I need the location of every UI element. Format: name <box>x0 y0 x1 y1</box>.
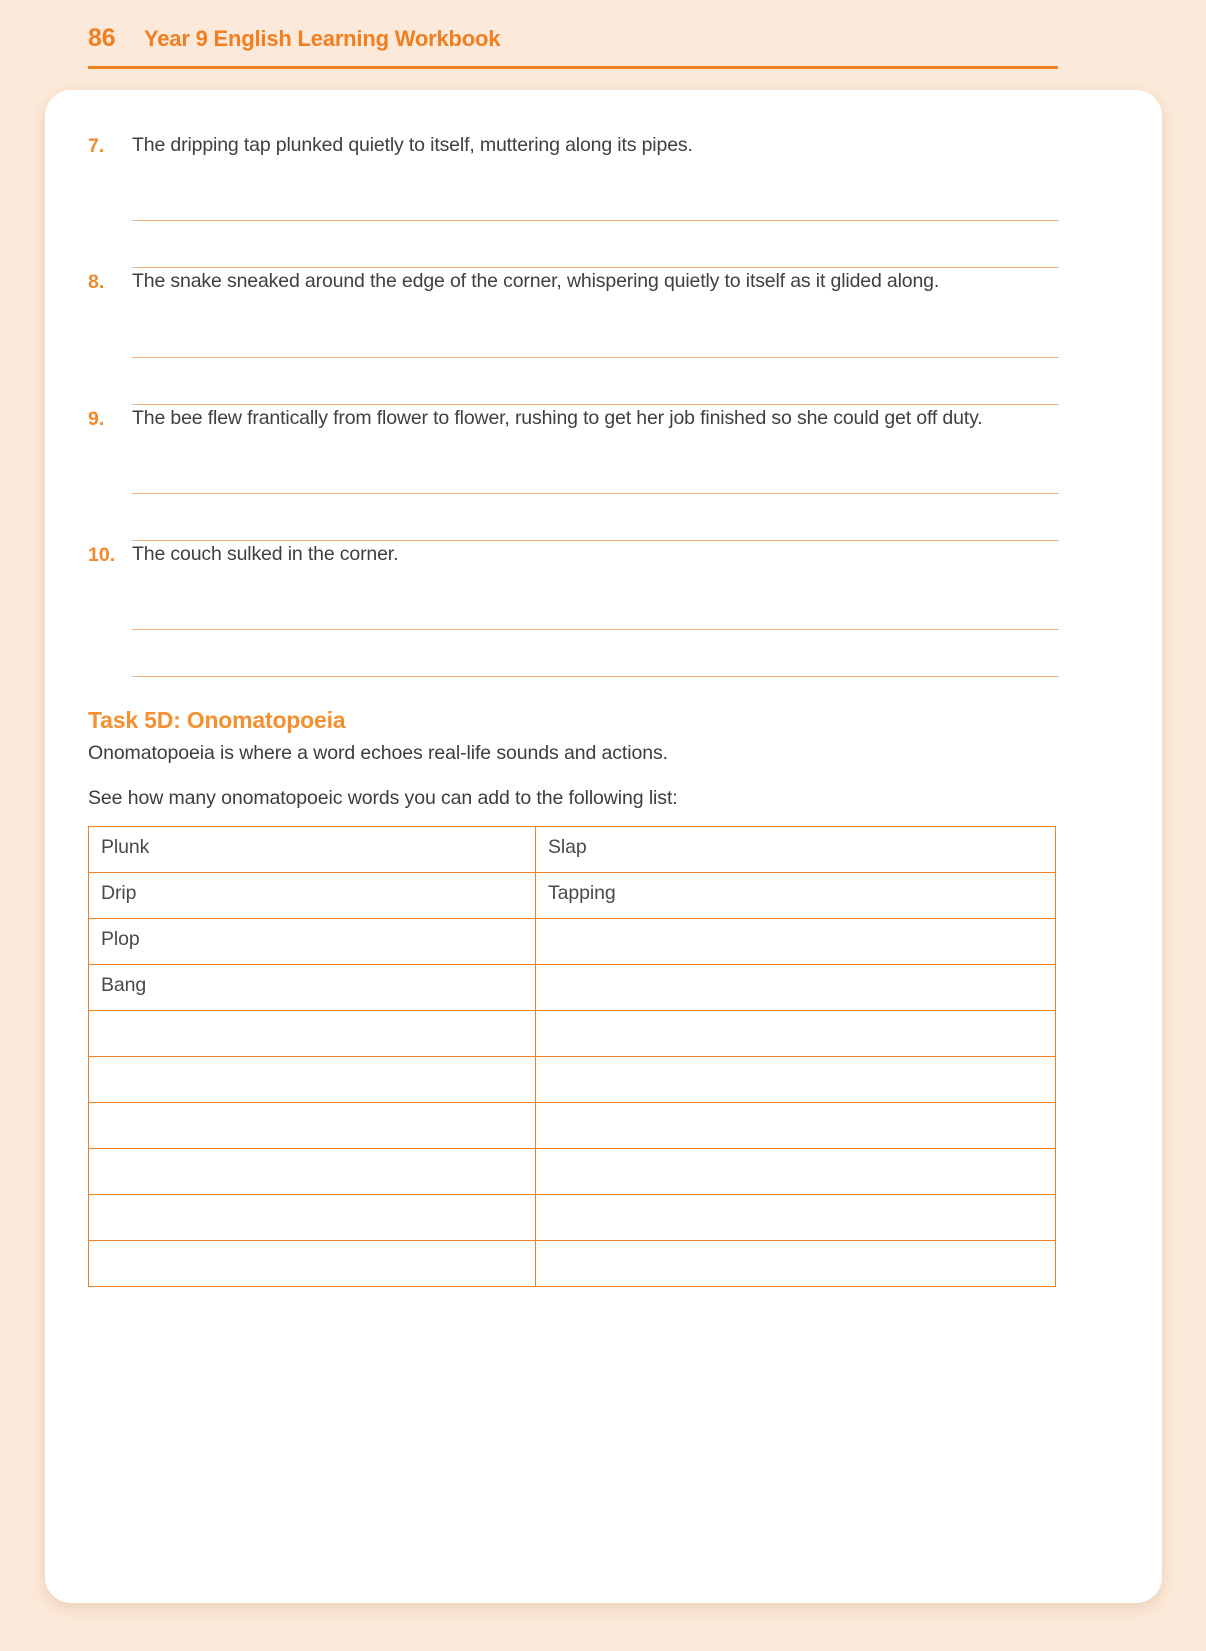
task-instruction: See how many onomatopoeic words you can add to the following list: <box>88 787 678 810</box>
answer-line[interactable] <box>132 583 1059 630</box>
table-cell-left[interactable]: Plop <box>89 918 536 964</box>
page-number: 86 <box>88 24 116 52</box>
question-number: 9. <box>88 407 105 430</box>
table-cell-left[interactable] <box>89 1102 536 1148</box>
question-block <box>88 132 1068 268</box>
table-cell-left[interactable]: Drip <box>89 872 536 918</box>
table-row <box>89 1240 1056 1286</box>
answer-line[interactable] <box>132 311 1059 358</box>
answer-lines <box>88 174 1068 268</box>
question-block <box>88 541 1068 677</box>
answer-line[interactable] <box>132 174 1059 221</box>
table-cell-left[interactable] <box>89 1010 536 1056</box>
table-cell-left[interactable] <box>89 1148 536 1194</box>
table-cell-left[interactable] <box>89 1194 536 1240</box>
table-cell-right[interactable] <box>536 964 1056 1010</box>
answer-lines <box>88 583 1068 677</box>
answer-line[interactable] <box>132 447 1059 494</box>
question-block <box>88 405 1068 541</box>
table-cell-right[interactable] <box>536 1240 1056 1286</box>
content-body <box>88 132 1068 1287</box>
table-cell-left[interactable] <box>89 1240 536 1286</box>
answer-line[interactable] <box>132 630 1059 677</box>
table-cell-right[interactable]: Tapping <box>536 872 1056 918</box>
table-cell-right[interactable] <box>536 918 1056 964</box>
answer-line[interactable] <box>132 494 1059 541</box>
table-row <box>89 826 1056 872</box>
question-text: The couch sulked in the corner. <box>132 542 399 565</box>
table-cell-right[interactable] <box>536 1194 1056 1240</box>
question-8 <box>88 268 1068 296</box>
table-cell-right[interactable] <box>536 1056 1056 1102</box>
question-text: The bee flew frantically from flower to flower, rushing to get her job finished so she could get off duty. <box>132 406 983 429</box>
running-head <box>88 24 1058 53</box>
answer-line[interactable] <box>132 358 1059 405</box>
table-row <box>89 1102 1056 1148</box>
task-heading: Task 5D: Onomatopoeia <box>88 707 346 734</box>
table-row <box>89 1148 1056 1194</box>
table-cell-left[interactable] <box>89 1056 536 1102</box>
task-definition: Onomatopoeia is where a word echoes real-life sounds and actions. <box>88 742 668 765</box>
question-9 <box>88 405 1068 433</box>
table-cell-right[interactable] <box>536 1102 1056 1148</box>
table-cell-right[interactable] <box>536 1148 1056 1194</box>
content-card <box>45 90 1162 1603</box>
table-row <box>89 872 1056 918</box>
question-number: 8. <box>88 271 105 294</box>
question-number: 10. <box>88 543 116 566</box>
answer-lines <box>88 311 1068 405</box>
question-number: 7. <box>88 135 105 157</box>
table-row <box>89 1194 1056 1240</box>
workbook-title: Year 9 English Learning Workbook <box>144 26 501 51</box>
onomatopoeia-table <box>88 826 1056 1287</box>
header-rule <box>88 66 1058 69</box>
table-cell-left[interactable]: Bang <box>89 964 536 1010</box>
question-text: The snake sneaked around the edge of the corner, whispering quietly to itself as it glided along. <box>132 270 940 293</box>
table-row <box>89 918 1056 964</box>
question-block <box>88 268 1068 404</box>
answer-lines <box>88 447 1068 541</box>
table-cell-right[interactable]: Slap <box>536 826 1056 872</box>
question-text: The dripping tap plunked quietly to itself, muttering along its pipes. <box>132 134 693 156</box>
table-row <box>89 1056 1056 1102</box>
answer-line[interactable] <box>132 221 1059 268</box>
table-cell-right[interactable] <box>536 1010 1056 1056</box>
table-row <box>89 964 1056 1010</box>
question-10 <box>88 541 1068 569</box>
question-7 <box>88 132 1068 160</box>
table-row <box>89 1010 1056 1056</box>
table-cell-left[interactable]: Plunk <box>89 826 536 872</box>
